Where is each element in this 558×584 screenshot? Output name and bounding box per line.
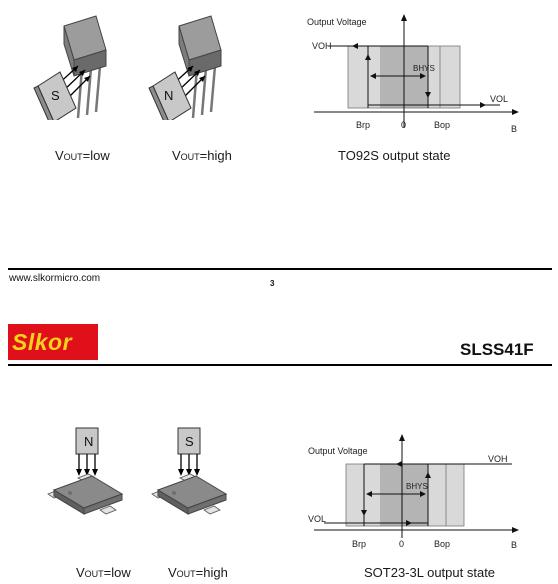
part-number-title: SLSS41F — [460, 340, 534, 359]
caption-suffix: =low — [103, 565, 131, 580]
caption-prefix: V — [76, 565, 85, 580]
caption-suffix: =high — [199, 148, 232, 163]
caption-to92s-output-state: TO92S output state — [338, 148, 451, 163]
chart-label-brp: Brp — [352, 539, 367, 549]
caption-suffix: =high — [195, 565, 228, 580]
chart-label-bop: Bop — [434, 120, 451, 130]
caption-vout-high-top — [172, 148, 232, 163]
caption-suffix: =low — [82, 148, 110, 163]
header-divider — [8, 364, 552, 366]
magnet-label-s: S — [51, 88, 60, 103]
caption-prefix: V — [168, 565, 177, 580]
to92s-device-south-illustration — [30, 10, 120, 120]
chart-label-vol: VOL — [490, 94, 509, 104]
sot23-device-south-illustration — [144, 424, 244, 524]
chart-label-zero: 0 — [401, 120, 407, 130]
footer-page-number: 3 — [270, 279, 275, 288]
caption-subscript: OUT — [63, 152, 83, 162]
chart-label-brp: Brp — [356, 120, 371, 130]
to92s-hysteresis-diagram — [300, 10, 530, 140]
chart-label-bhys: BHYS — [406, 482, 428, 491]
caption-prefix: V — [172, 148, 181, 163]
chart-label-bhys: BHYS — [413, 64, 435, 73]
chart-label-zero: 0 — [399, 539, 405, 549]
caption-vout-low-top — [55, 148, 110, 163]
slkor-logo — [8, 324, 98, 360]
chart-label-b: B — [511, 540, 518, 550]
chart-label-voh: VOH — [312, 41, 332, 51]
caption-subscript: OUT — [180, 152, 200, 162]
magnet-label-n: N — [164, 88, 174, 103]
chart-title-output-voltage: Output Voltage — [307, 17, 367, 27]
slkor-logo-text: Slkor — [12, 329, 73, 355]
chart-label-bop: Bop — [434, 539, 451, 549]
caption-prefix: V — [55, 148, 64, 163]
magnet-label-s: S — [185, 434, 194, 449]
caption-subscript: OUT — [84, 569, 104, 579]
chart-title-output-voltage: Output Voltage — [308, 446, 368, 456]
chart-label-b: B — [511, 124, 518, 134]
caption-vout-low-bottom — [76, 565, 131, 580]
caption-subscript: OUT — [176, 569, 196, 579]
caption-sot23-output-state: SOT23-3L output state — [364, 565, 496, 580]
footer-website: www.slkormicro.com — [9, 273, 101, 284]
footer-divider — [8, 268, 552, 270]
chart-label-vol: VOL — [308, 514, 327, 524]
to92s-device-north-illustration — [145, 10, 235, 120]
caption-vout-high-bottom — [168, 565, 228, 580]
magnet-label-n: N — [84, 434, 94, 449]
chart-label-voh: VOH — [488, 454, 508, 464]
